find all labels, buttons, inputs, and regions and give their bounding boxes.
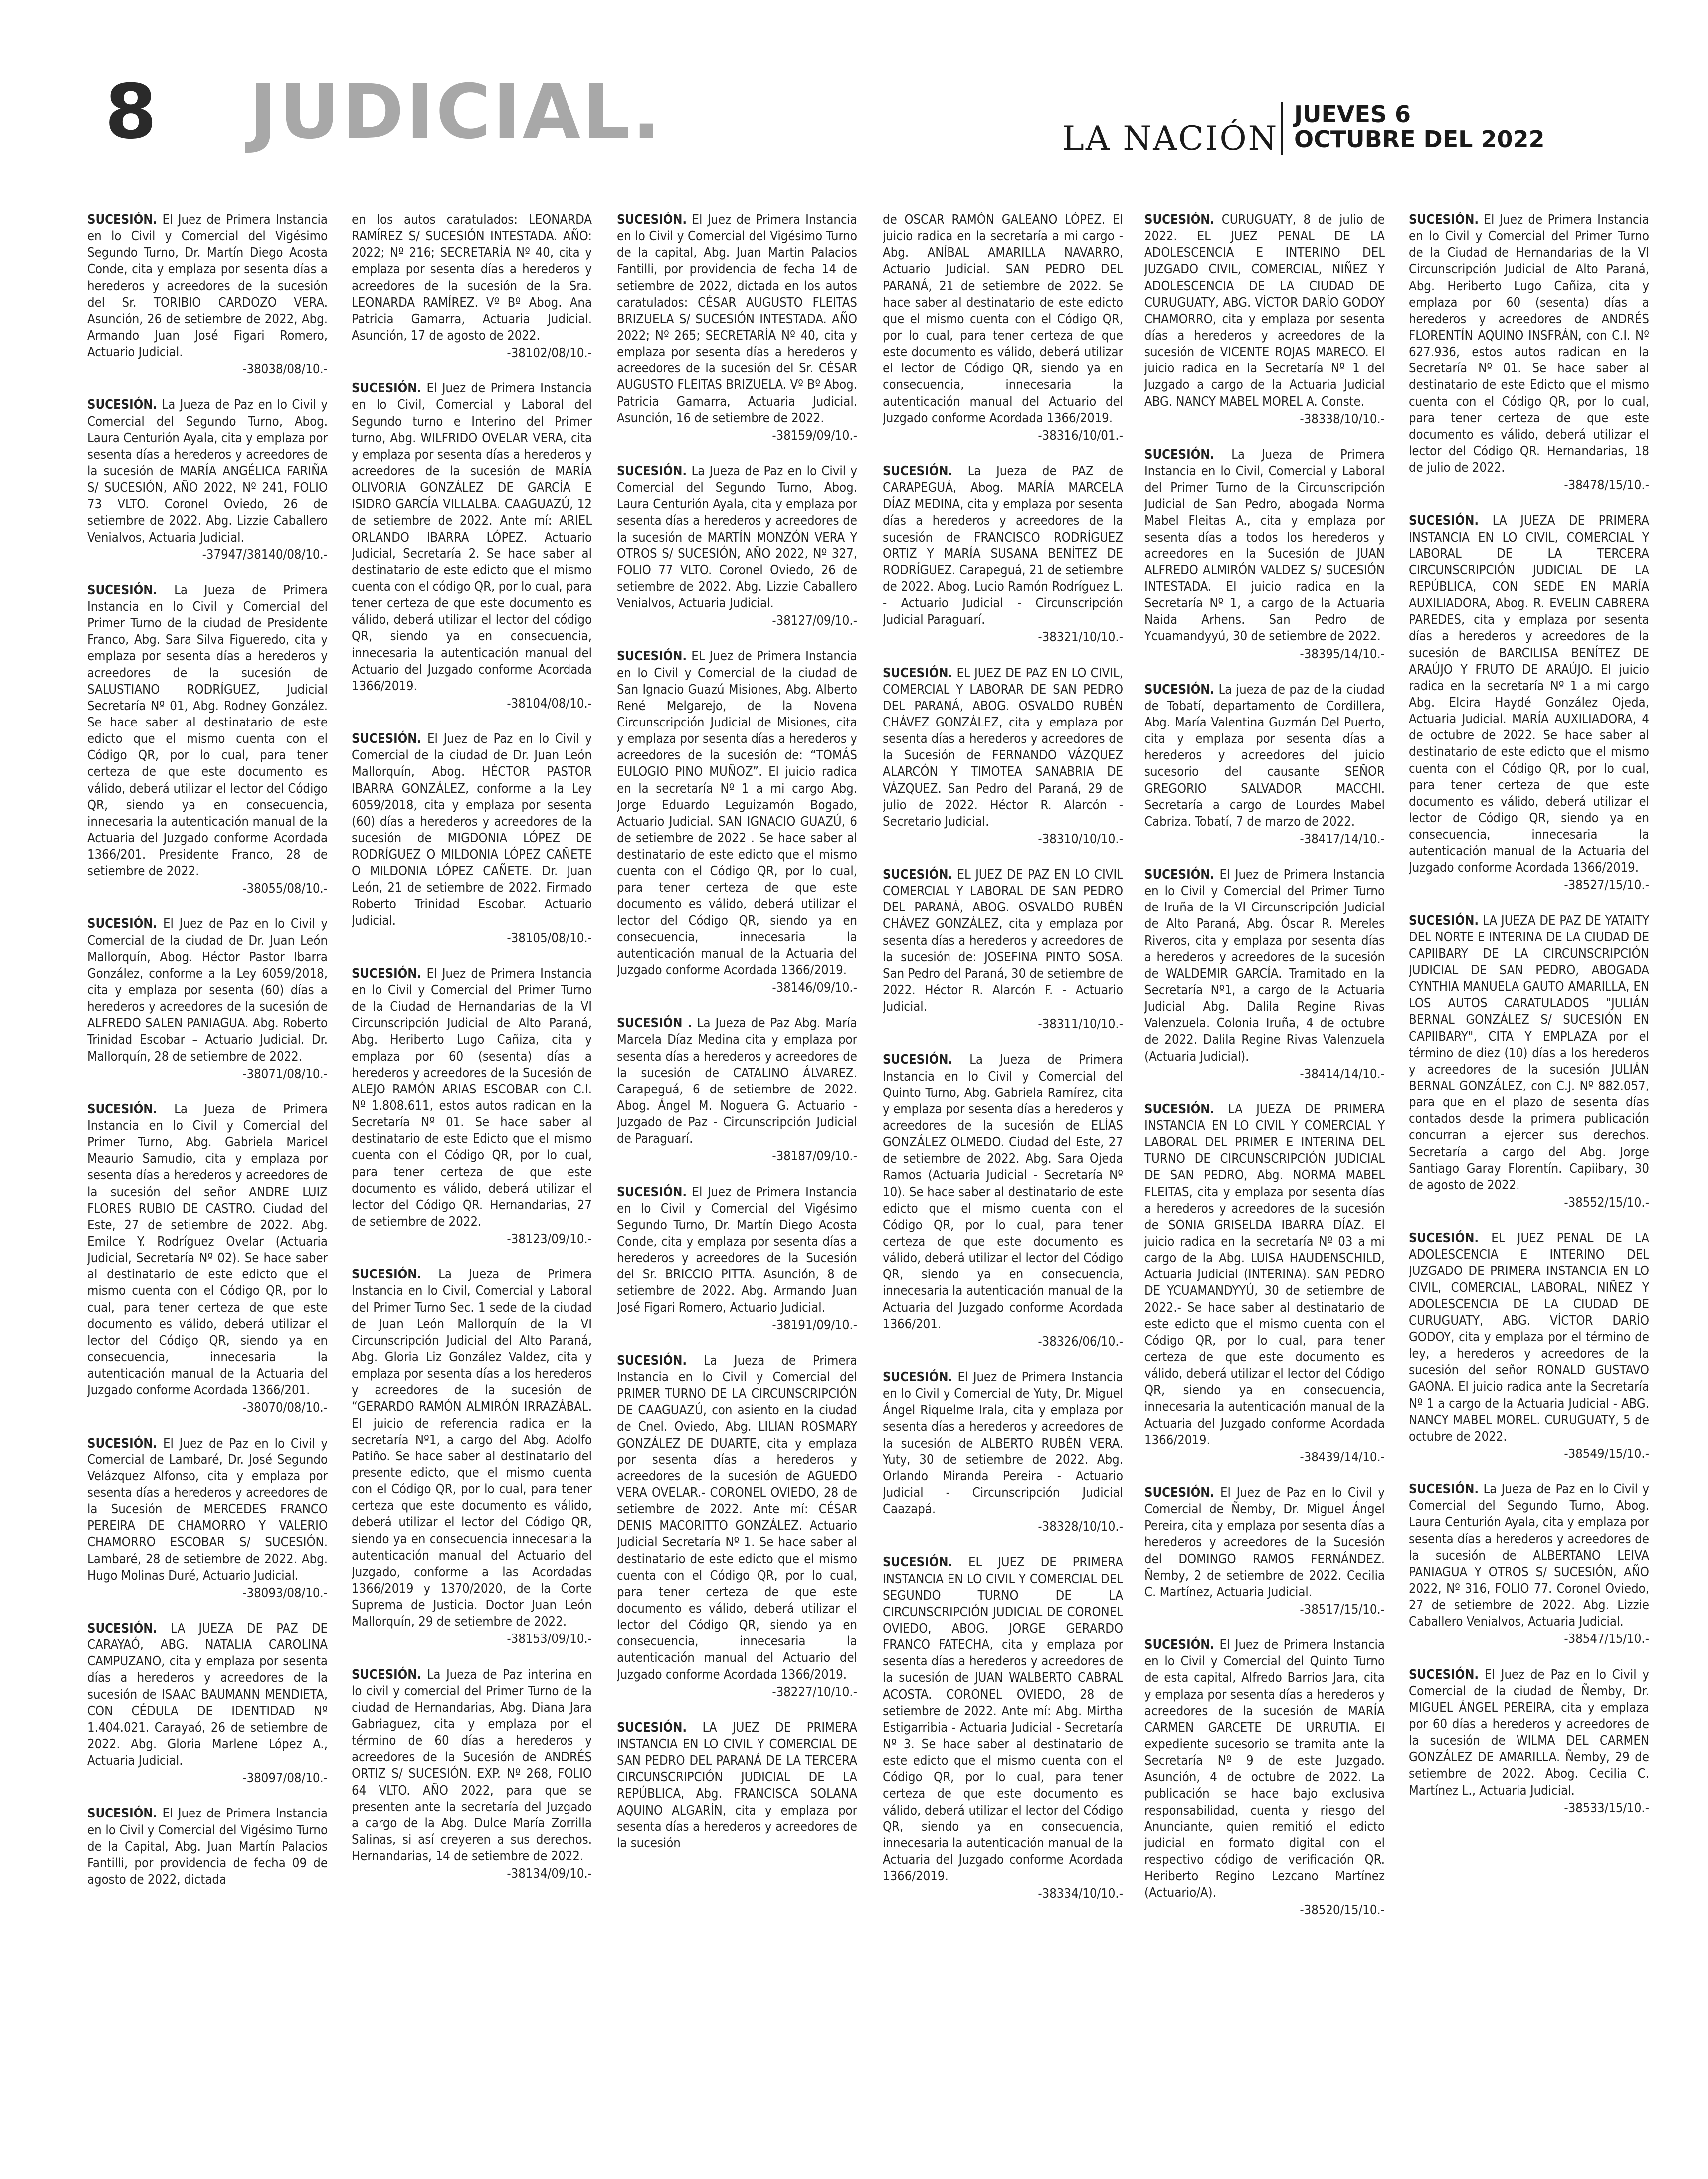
notice-body: EL JUEZ DE PRIMERA INSTANCIA EN LO CIVIL Y COMERCIAL DEL SEGUNDO TURNO DE LA CIRCUNSCRIPCIÓN JUDICIAL DE CORONEL OVIEDO, ABOG. JORGE GERARDO FRANCO FATECHA, cita y emplaza por sesenta días a herederos y acreedores de la sucesión de JUAN WALBERTO CABRAL ACOSTA. CORONEL OVIEDO, 28 de setiembre de 2022. Ante mí: Abg. Mirtha Estigarribia - Actuaria Judicial - Secretaría Nº 3. Se hace saber al destinatario de este edicto que el mismo cuenta con el Código QR, por lo cual, para tener certeza de que este documento es válido, deberá utilizar el lector del Código QR, siendo ya en consecuencia, innecesaria la autenticación manual de la Actuaria del Juzgado conforme Acordada 1366/2019. <box>883 1555 1123 1884</box>
notice-reference: -38146/09/10.- <box>772 980 857 996</box>
notice-lead: SUCESIÓN. <box>617 212 687 227</box>
legal-notice <box>352 1267 592 1647</box>
legal-notice <box>883 1369 1123 1535</box>
notice-lead: SUCESIÓN. <box>617 463 687 479</box>
notice-body: El Juez de Primera Instancia en lo Civil y Comercial del Quinto Turno de esta capital, Alfredo Barrios Jara, cita y emplaza por sesenta días a herederos y acreedores de la sucesión de MARÍA CARMEN GARCETE DE URRUTIA. El expediente sucesorio se tramita ante la Secretaría Nº 9 de este Juzgado. Asunción, 4 de octubre de 2022. La publicación se hace bajo exclusiva responsabilidad, cuenta y riesgo del Anunciante, quien remitió el edicto judicial en formato digital con el respectivo código de verificación QR. Heriberto Regino Lezcano Martínez (Actuario/A). <box>1144 1637 1385 1901</box>
notice-reference: -38439/14/10.- <box>1300 1450 1385 1465</box>
notice-body: LA JUEZA DE PAZ DE YATAITY DEL NORTE E INTERINA DE LA CIUDAD DE CAPIIBARY DE LA CIRCUNSCRIPCIÓN JUDICIAL DE SAN PEDRO, ABOGADA CYNTHIA MANUELA GAUTO AMARILLA, EN LOS AUTOS CARATULADOS "JULIÁN BERNAL GONZÁLEZ S/ SUCESIÓN EN CAPIIBARY", CITA Y EMPLAZA por el término de diez (10) días a los herederos y acreedores de la sucesión JULIÁN BERNAL GONZÁLEZ, con C.J. Nº 882.057, para que en el plazo de sesenta días contados desde la primera publicación concurran a ejercer sus derechos. Secretaría a cargo del Abg. Jorge Santiago Garay Florentín. Capiibary, 30 de agosto de 2022. <box>1409 913 1649 1193</box>
notice-body: LA JUEZA DE PAZ DE CARAYAÓ, ABG. NATALIA CAROLINA CAMPUZANO, cita y emplaza por sesenta días a herederos y acreedores de la sucesión de ISAAC BAUMANN MENDIETA, CON CÉDULA DE IDENTIDAD Nº 1.404.021. Carayaó, 26 de setiembre de 2022. Abg. Gloria Marlene López A., Actuaria Judicial. <box>87 1621 328 1769</box>
notice-lead: SUCESIÓN. <box>617 1353 687 1368</box>
notice-reference: -38134/09/10.- <box>507 1866 592 1882</box>
legal-notice <box>1144 212 1385 428</box>
notice-body: El Juez de Primera Instancia en lo Civil, Comercial y Laboral del Segundo turno e Interino del Primer turno, Abg. WILFRIDO OVELAR VERA, cita y emplaza por sesenta días a herederos y acreedores de la sucesión de MARÍA OLIVORIA GONZÁLEZ DE GARCÍA E ISIDRO GARCÍA VILLALBA. CAAGUAZÚ, 12 de setiembre de 2022. Ante mí: ARIEL ORLANDO IBARRA LÓPEZ. Actuario Judicial, Secretaría 2. Se hace saber al destinatario de este edicto que el mismo cuenta con el código QR, por lo cual, para tener certeza de que este documento es válido, deberá utilizar el lector del código QR, siendo ya en consecuencia, innecesaria la autenticación manual del Actuario del Juzgado conforme Acordada 1366/2019. <box>352 381 592 694</box>
notice-reference: -38334/10/10.- <box>1038 1886 1123 1902</box>
legal-notice <box>883 1052 1123 1350</box>
legal-notice <box>883 665 1123 848</box>
notice-body: La Jueza de Primera Instancia en lo Civil, Comercial y Laboral del Primer Turno Sec. 1 sede de la ciudad de Juan León Mallorquín de la VI Circunscripción Judicial del Alto Paraná, Abg. Gloria Liz González Valdez, cita y emplaza por sesenta días a los herederos y acreedores de la sucesión de “GERARDO RAMÓN ALMIRÓN IRRAZÁBAL. El juicio de referencia radica en la secretaría Nº1, a cargo del Abg. Adolfo Patiño. Se hace saber al destinatario del presente edicto, que el mismo cuenta con el Código QR, por lo cual, para tener certeza que este documento es válido, deberá utilizar el lector del Código QR, siendo ya en consecuencia innecesaria la autenticación manual del Actuario del Juzgado, conforme a las Acordadas 1366/2019 y 1370/2020, de la Corte Suprema de Justicia. Doctor Juan León Mallorquín, 29 de setiembre de 2022. <box>352 1267 592 1630</box>
newspaper-logo: LA NACIÓN <box>1062 119 1279 158</box>
issue-date-month: OCTUBRE DEL 2022 <box>1294 125 1545 153</box>
notice-reference: -38395/14/10.- <box>1300 646 1385 662</box>
notice-lead: SUCESIÓN. <box>87 1436 158 1451</box>
notice-lead: SUCESIÓN. <box>87 397 158 413</box>
notice-body: de OSCAR RAMÓN GALEANO LÓPEZ. El juicio radica en la secretaría a mi cargo - Abg. ANÍBAL AMARILLA NAVARRO, Actuario Judicial. SAN PEDRO DEL PARANÁ, 21 de setiembre de 2022. Se hace saber al destinatario de este edicto que el mismo cuenta con el Código QR, por lo cual, para tener certeza de que este documento es válido, deberá utilizar el lector de Código QR, siendo ya en consecuencia, innecesaria la autenticación manual del Actuario del Juzgado conforme Acordada 1366/2019. <box>883 212 1123 426</box>
notice-reference: -38478/15/10.- <box>1564 478 1649 493</box>
notice-lead: SUCESIÓN. <box>883 1052 953 1068</box>
legal-notice <box>87 212 328 378</box>
notice-reference: -38105/08/10.- <box>507 930 592 946</box>
notice-body: El Juez de Paz en lo Civil y Comercial de Ñemby, Dr. Miguel Ángel Pereira, cita y emplaza por sesenta días a herederos y acreedores de la Sucesión del DOMINGO RAMOS FERNÁNDEZ. Ñemby, 2 de setiembre de 2022. Cecilia C. Martínez, Actuaria Judicial. <box>1144 1485 1385 1600</box>
notice-reference: -38533/15/10.- <box>1564 1800 1649 1816</box>
column-5 <box>1144 212 1385 2167</box>
notice-body: La Jueza de Paz en lo Civil y Comercial del Segundo Turno, Abog. Laura Centurión Ayala, cita y emplaza por sesenta días a herederos y acreedores de la sucesión de ALBERTANO LEIVA PANIAGUA Y OTROS S/ SUCESIÓN, AÑO 2022, Nº 316, FOLIO 77. Coronel Oviedo, 27 de setiembre de 2022. Abg. Lizzie Caballero Venialvos, Actuaria Judicial. <box>1409 1482 1649 1630</box>
notice-lead: SUCESIÓN. <box>883 1555 953 1570</box>
notice-body: LA JUEZ DE PRIMERA INSTANCIA EN LO CIVIL Y COMERCIAL DE SAN PEDRO DEL PARANÁ DE LA TERCERA CIRCUNSCRIPCIÓN JUDICIAL DE LA REPÚBLICA, Abg. FRANCISCA SOLANA AQUINO ALGARÍN, cita y emplaza por sesenta días a herederos y acreedores de la sucesión <box>617 1720 857 1851</box>
legal-notice <box>617 212 857 444</box>
notice-body: EL JUEZ PENAL DE LA ADOLESCENCIA E INTERINO DEL JUZGADO DE PRIMERA INSTANCIA EN LO CIVIL, COMERCIAL, LABORAL, NIÑEZ Y ADOLESCENCIA DE LA CIUDAD DE CURUGUATY, ABG. VÍCTOR DARÍO GODOY, cita y emplaza por el término de ley, a herederos y acreedores de la sucesión del señor RONALD GUSTAVO GAONA. El juicio radica ante la Secretaría Nº 1 a cargo de la Actuaria Judicial - ABG. NANCY MABEL MOREL. CURUGUATY, 5 de octubre de 2022. <box>1409 1231 1649 1444</box>
notice-lead: SUCESIÓN. <box>883 463 953 479</box>
notice-body: CURUGUATY, 8 de julio de 2022. EL JUEZ PENAL DE LA ADOLESCENCIA E INTERINO DEL JUZGADO CIVIL, COMERCIAL, NIÑEZ Y ADOLESCENCIA DE LA CIUDAD DE CURUGUATY, ABG. VÍCTOR DARÍO GODOY CHAMORRO, cita y emplaza por sesenta días a herederos y acreedores de la sucesión de VICENTE ROJAS MARECO. El juicio radica en la Secretaría Nº 1 del Juzgado a cargo de la Actuaria Judicial ABG. NANCY MABEL MOREL A. Conste. <box>1144 212 1385 409</box>
legal-notice <box>1409 1230 1649 1462</box>
issue-date <box>1294 102 1544 152</box>
notice-reference: -38102/08/10.- <box>507 346 592 361</box>
notice-lead: SUCESIÓN. <box>1144 682 1215 697</box>
legal-notice <box>1409 1667 1649 1816</box>
notice-body: El Juez de Primera Instancia en lo Civil y Comercial del Vigésimo Segundo Turno, Dr. Martín Diego Acosta Conde, cita y emplaza por sesenta días a herederos y acreedores de la sucesión del Sr. TORIBIO CARDOZO VERA. Asunción, 26 de setiembre de 2022, Abg. Armando Juan José Figari Romero, Actuario Judicial. <box>87 212 328 360</box>
notice-body: El Juez de Paz en lo Civil y Comercial de la ciudad de Dr. Juan León Mallorquín, Abog. HÉCTOR PASTOR IBARRA GONZÁLEZ, conforme a la Ley 6059/2018, cita y emplaza por sesenta (60) días a herederos y acreedores de la sucesión de MIGDONIA LÓPEZ DE RODRÍGUEZ O MILDONIA LÓPEZ CAÑETE O MILDONIA LÓPEZ CAÑETE. Dr. Juan León, 21 de setiembre de 2022. Firmado Roberto Trinidad Escobar. Actuario Judicial. <box>352 731 592 928</box>
page-header <box>0 0 1708 199</box>
notices-columns <box>87 212 1648 2167</box>
notice-reference: -38104/08/10.- <box>507 696 592 711</box>
issue-date-weekday: JUEVES 6 <box>1294 101 1411 128</box>
notice-reference: -38547/15/10.- <box>1564 1632 1649 1647</box>
notice-body: El Juez de Primera Instancia en lo Civil y Comercial del Vigésimo Segundo Turno, Dr. Martín Diego Acosta Conde, cita y emplaza por sesenta días a herederos y acreedores de la Sucesión del Sr. BRICCIO PITTA. Asunción, 8 de setiembre de 2022. Abg. Armando Juan José Figari Romero, Actuario Judicial. <box>617 1184 857 1315</box>
notice-reference: -38517/15/10.- <box>1300 1602 1385 1617</box>
notice-lead: SUCESIÓN. <box>87 1101 158 1117</box>
notice-body: El Juez de Paz en lo Civil y Comercial de Lambaré, Dr. José Segundo Velázquez Alfonso, cita y emplaza por sesenta días a herederos y acreedores de la Sucesión de MERCEDES FRANCO PEREIRA DE CHAMORRO Y VALERIO CHAMORRO ESCOBAR S/ SUCESIÓN. Lambaré, 28 de setiembre de 2022. Abg. Hugo Molinas Duré, Actuario Judicial. <box>87 1436 328 1583</box>
legal-notice <box>883 212 1123 444</box>
notice-body: La Jueza de Paz en lo Civil y Comercial del Segundo Turno, Abog. Laura Centurión Ayala, cita y emplaza por sesenta días a herederos y acreedores de la sucesión de MARTÍN MONZÓN VERA Y OTROS S/ SUCESIÓN, AÑO 2022, Nº 327, FOLIO 77 VLTO. Coronel Oviedo, 26 de setiembre de 2022. Abg. Lizzie Caballero Venialvos, Actuaria Judicial. <box>617 463 857 611</box>
notice-reference: -38311/10/10.- <box>1038 1017 1123 1032</box>
notice-reference: -38055/08/10.- <box>242 881 328 897</box>
notice-lead: SUCESIÓN. <box>617 649 687 664</box>
notice-lead: SUCESIÓN. <box>1144 1101 1215 1117</box>
notice-reference: -38191/09/10.- <box>772 1317 857 1333</box>
notice-lead: SUCESIÓN. <box>1409 212 1479 227</box>
notice-body: LA JUEZA DE PRIMERA INSTANCIA EN LO CIVIL Y COMERCIAL Y LABORAL DEL PRIMER E INTERINA DEL TURNO DE CIRCUNSCRIPCIÓN JUDICIAL DE SAN PEDRO, Abg. NORMA MABEL FLEITAS, cita y emplaza por sesenta días a herederos y acreedores de la sucesión de SONIA GRISELDA IBARRA DÍAZ. El juicio radica en la secretaría Nº 03 a mi cargo de la Abg. LUISA HAUDENSCHILD, Actuaria Judicial (INTERINA). SAN PEDRO DE YCUAMANDYYÚ, 30 de setiembre de 2022.- Se hace saber al destinatario de este edicto que el mismo cuenta con el Código QR, por lo cual, para tener certeza de que este documento es válido, deberá utilizar el lector del Código QR, siendo ya en consecuencia, innecesaria la autenticación manual de la Actuaria del Juzgado conforme Acordada 1366/2019. <box>1144 1101 1385 1448</box>
notice-reference: -38187/09/10.- <box>772 1149 857 1164</box>
notice-lead: SUCESIÓN. <box>617 1184 687 1200</box>
notice-body: EL JUEZ DE PAZ EN LO CIVIL, COMERCIAL Y LABORAR DE SAN PEDRO DEL PARANÁ, ABOG. OSVALDO RUBÉN CHÁVEZ GONZÁLEZ, cita y emplaza por sesenta días a herederos y acreedores de la Sucesión de FERNANDO VÁZQUEZ ALARCÓN Y TIMOTEA SANABRIA DE VÁZQUEZ. San Pedro del Paraná, 29 de julio de 2022. Héctor R. Alarcón - Secretario Judicial. <box>883 665 1123 829</box>
legal-notice <box>617 1720 857 1852</box>
legal-notice <box>352 380 592 712</box>
legal-notice <box>87 1101 328 1417</box>
notice-lead: SUCESIÓN. <box>1409 913 1479 928</box>
notice-reference: -38326/06/10.- <box>1038 1334 1123 1349</box>
notice-lead: SUCESIÓN. <box>883 665 953 681</box>
notice-lead: SUCESIÓN. <box>883 867 953 883</box>
notice-lead: SUCESIÓN. <box>352 731 422 747</box>
legal-notice <box>1144 867 1385 1083</box>
notice-reference: -38093/08/10.- <box>242 1585 328 1601</box>
notice-body: El Juez de Primera Instancia en lo Civil y Comercial de Yuty, Dr. Miguel Ángel Riquelme Irala, cita y emplaza por sesenta días a herederos y acreedores de la sucesión de ALBERTO RUBÉN VERA. Yuty, 30 de setiembre de 2022. Abg. Orlando Miranda Pereira - Actuario Judicial - Circunscripción Judicial Caazapá. <box>883 1370 1123 1517</box>
notice-body: El Juez de Primera Instancia en lo Civil y Comercial del Primer Turno de la Ciudad de Hernandarias de la VI Circunscripción Judicial de Alto Paraná, Abg. Heriberto Lugo Cañiza, cita y emplaza por 60 (sesenta) días a herederos y acreedores de la Sucesión de ALEJO RAMÓN ARIAS ESCOBAR con C.I. Nº 1.808.611, estos autos radican en la Secretaría Nº 01. Se hace saber al destinatario de este Edicto que el mismo cuenta con el Código QR, por lo cual, para tener certeza de que este documento es válido, deberá utilizar el lector del Código QR. Hernandarias, 27 de setiembre de 2022. <box>352 966 592 1230</box>
notice-lead: SUCESIÓN. <box>1144 867 1215 883</box>
notice-lead: SUCESIÓN. <box>617 1720 687 1735</box>
notice-lead: SUCESIÓN. <box>352 381 422 396</box>
legal-notice <box>617 648 857 996</box>
notice-lead: SUCESIÓN. <box>352 1667 422 1682</box>
notice-reference: -38097/08/10.- <box>242 1771 328 1786</box>
notice-body: La jueza de paz de la ciudad de Tobatí, departamento de Cordillera, Abg. María Valentina Guzmán Del Puerto, cita y emplaza por sesenta días a herederos y acreedores del juicio sucesorio del causante SEÑOR GREGORIO SALVADOR MACCHI. Secretaría a cargo de Lourdes Mabel Cabriza. Tobatí, 7 de marzo de 2022. <box>1144 682 1385 829</box>
legal-notice <box>352 1667 592 1883</box>
notice-reference: -38310/10/10.- <box>1038 831 1123 847</box>
notice-lead: SUCESIÓN. <box>352 966 422 981</box>
notice-reference: -38071/08/10.- <box>242 1066 328 1082</box>
legal-notice <box>87 1621 328 1787</box>
legal-notice <box>617 1015 857 1165</box>
notice-lead: SUCESIÓN. <box>352 1267 422 1282</box>
notice-reference: -38123/09/10.- <box>507 1232 592 1247</box>
notice-body: El Juez de Primera Instancia en lo Civil y Comercial del Primer Turno de Iruña de la VI Circunscripción Judicial de Alto Paraná, Abg. Óscar R. Mereles Riveros, cita y emplaza por sesenta días a herederos y acreedores de la sucesión de WALDEMIR GARCÍA. Tramitado en la Secretaría Nº1, a cargo de la Actuaria Judicial Abg. Dalila Regine Rivas Valenzuela. Colonia Iruña, 4 de octubre de 2022. Dalila Regine Rivas Valenzuela (Actuaria Judicial). <box>1144 867 1385 1064</box>
notice-lead: SUCESIÓN. <box>1144 1485 1215 1500</box>
notice-lead: SUCESIÓN . <box>617 1016 692 1031</box>
column-3 <box>617 212 857 2167</box>
notice-body: La Jueza de Primera Instancia en lo Civil y Comercial del PRIMER TURNO DE LA CIRCUNSCRIPCIÓN DE CAAGUAZÚ, con asiento en la ciudad de Cnel. Oviedo, Abg. LILIAN ROSMARY GONZÁLEZ DE DUARTE, cita y emplaza por sesenta días a herederos y acreedores de la sucesión de AGUEDO VERA OVELAR.- CORONEL OVIEDO, 28 de setiembre de 2022. Ante mí: CÉSAR DENIS MACORITTO GONZÁLEZ. Actuario Judicial Secretaría Nº 1. Se hace saber al destinatario de este edicto que el mismo cuenta con el Código QR, por lo cual, para tener certeza de que este documento es válido, deberá utilizar el lector del Código QR, siendo ya en consecuencia, innecesaria la autenticación manual del Actuario del Juzgado conforme Acordada 1366/2019. <box>617 1353 857 1682</box>
notice-reference: -38527/15/10.- <box>1564 878 1649 893</box>
notice-reference: -37947/38140/08/10.- <box>202 547 328 562</box>
notice-lead: SUCESIÓN. <box>87 582 158 598</box>
notice-lead: SUCESIÓN. <box>1144 447 1215 462</box>
legal-notice <box>87 397 328 563</box>
notice-reference: -38414/14/10.- <box>1300 1066 1385 1082</box>
notice-body: LA JUEZA DE PRIMERA INSTANCIA EN LO CIVIL, COMERCIAL Y LABORAL DE LA TERCERA CIRCUNSCRIPCIÓN JUDICIAL DE LA REPÚBLICA, CON SEDE EN MARÍA AUXILIADORA, Abog. R. EVELIN CABRERA PAREDES, cita y emplaza por sesenta días a herederos y acreedores de la sucesión de BARCILISA BENÍTEZ DE ARAÚJO Y FRUTO DE ARAÚJO. El juicio radica en la secretaría Nº 1 a mi cargo Abg. Elcira Haydé González Ojeda, Actuaria Judicial. MARÍA AUXILIADORA, 4 de octubre de 2022. Se hace saber al destinatario de este edicto que el mismo cuenta con el Código QR, por lo cual, para tener certeza de que este documento es válido, deberá utilizar el lector de Código QR, siendo ya en consecuencia, innecesaria la autenticación manual de la Actuaria del Juzgado conforme Acordada 1366/2019. <box>1409 513 1649 876</box>
notice-body: EL Juez de Primera Instancia en lo Civil y Comercial de la ciudad de San Ignacio Guazú Misiones, Abg. Alberto René Melgarejo, de la Novena Circunscripción Judicial de Misiones, cita y emplaza por sesenta días a herederos y acreedores de la sucesión de: “TOMÁS EULOGIO PINO MUÑOZ”. El juicio radica en la secretaría Nº 1 a mi cargo Abg. Jorge Eduardo Leguizamón Bogado, Actuario Judicial. SAN IGNACIO GUAZÚ, 6 de setiembre de 2022 . Se hace saber al destinatario de este edicto que el mismo cuenta con el Código QR, por lo cual, para tener certeza de que este documento es válido, deberá utilizar el lector del Código QR, siendo ya en consecuencia, innecesaria la autenticación manual de la Actuaria del Juzgado conforme Acordada 1366/2019. <box>617 649 857 978</box>
column-4 <box>883 212 1123 2167</box>
legal-notice <box>1144 1637 1385 1919</box>
legal-notice <box>1409 1481 1649 1647</box>
notice-body: EL JUEZ DE PAZ EN LO CIVIL COMERCIAL Y LABORAL DE SAN PEDRO DEL PARANÁ, ABOG. OSVALDO RUBÉN CHÁVEZ GONZÁLEZ, cita y emplaza por sesenta días a herederos y acreedores de la sucesión de: JOSEFINA PINTO SOSA. San Pedro del Paraná, 30 de setiembre de 2022. Héctor R. Alarcón F. - Actuario Judicial. <box>883 867 1123 1015</box>
legal-notice <box>883 867 1123 1033</box>
notice-body: La Jueza de Paz Abg. María Marcela Díaz Medina cita y emplaza por sesenta días a herederos y acreedores de la sucesión de CATALINO ÁLVAREZ. Carapeguá, 6 de setiembre de 2022. Abog. Ángel M. Noguera G. Actuario - Juzgado de Paz - Circunscripción Judicial de Paraguarí. <box>617 1016 857 1147</box>
legal-notice <box>1409 913 1649 1212</box>
notice-lead: SUCESIÓN. <box>87 1621 158 1636</box>
notice-body: La Jueza de Paz interina en lo civil y comercial del Primer Turno de la ciudad de Hernandarias, Abg. Diana Jara Gabriaguez, cita y emplaza por el término de 60 días a herederos y acreedores de la Sucesión de ANDRÉS ORTIZ S/ SUCESIÓN. EXP. Nº 268, FOLIO 64 VLTO. AÑO 2022, para que se presenten ante la secretaría del Juzgado a cargo de la Abg. Dulce María Zorrilla Salinas, si así creyeren a sus derechos. Hernandarias, 14 de setiembre de 2022. <box>352 1667 592 1864</box>
legal-notice <box>352 731 592 947</box>
notice-lead: SUCESIÓN. <box>1409 513 1479 529</box>
notice-body: El Juez de Primera Instancia en lo Civil y Comercial del Vigésimo Turno de la Capital, Abg. Juan Martín Palacios Fantilli, por providencia de fecha 09 de agosto de 2022, dictada <box>87 1806 328 1887</box>
notice-lead: SUCESIÓN. <box>1409 1667 1479 1682</box>
notice-body: El Juez de Primera Instancia en lo Civil y Comercial del Primer Turno de la Ciudad de Hernandarias de la VI Circunscripción Judicial de Alto Paraná, Abg. Heriberto Lugo Cañiza, cita y emplaza por 60 (sesenta) días a herederos y acreedores de ANDRÉS FLORENTÍN AQUINO INSFRÁN, con C.I. Nº 627.936, estos autos radican en la Secretaría Nº 01. Se hace saber al destinatario de este Edicto que el mismo cuenta con el Código QR, por lo cual, para tener certeza de que este documento es válido, deberá utilizar el lector del Código QR. Hernandarias, 18 de julio de 2022. <box>1409 212 1649 476</box>
column-1 <box>87 212 328 2167</box>
legal-notice <box>617 1184 857 1334</box>
notice-body: El Juez de Paz en lo Civil y Comercial de la ciudad de Dr. Juan León Mallorquín, Abog. Héctor Pastor Ibarra González, conforme a la Ley 6059/2018, cita y emplaza por sesenta (60) días a herederos y acreedores de la sucesión de ALFREDO SALEN PANIAGUA. Abg. Roberto Trinidad Escobar – Actuario Judicial. Dr. Mallorquín, 28 de setiembre de 2022. <box>87 916 328 1064</box>
notice-lead: SUCESIÓN. <box>87 1806 158 1821</box>
notice-reference: -38520/15/10.- <box>1300 1903 1385 1918</box>
notice-reference: -38321/10/10.- <box>1038 630 1123 645</box>
legal-notice <box>1409 513 1649 894</box>
legal-notice <box>87 916 328 1082</box>
column-6 <box>1409 212 1649 2167</box>
notice-reference: -38070/08/10.- <box>242 1400 328 1416</box>
notice-lead: SUCESIÓN. <box>1144 212 1215 227</box>
legal-notice <box>1144 447 1385 663</box>
notice-reference: -38038/08/10.- <box>242 362 328 377</box>
notice-lead: SUCESIÓN. <box>1144 1637 1215 1653</box>
notice-reference: -38227/10/10.- <box>772 1684 857 1700</box>
notice-lead: SUCESIÓN. <box>883 1370 953 1385</box>
legal-notice <box>1144 1485 1385 1618</box>
legal-notice <box>87 1806 328 1888</box>
notice-reference: -38552/15/10.- <box>1564 1195 1649 1211</box>
notice-reference: -38338/10/10.- <box>1300 411 1385 427</box>
legal-notice <box>617 463 857 629</box>
notice-reference: -38549/15/10.- <box>1564 1446 1649 1461</box>
notice-reference: -38328/10/10.- <box>1038 1519 1123 1535</box>
legal-notice <box>352 212 592 362</box>
legal-notice <box>352 966 592 1248</box>
notice-reference: -38153/09/10.- <box>507 1632 592 1647</box>
notice-reference: -38316/10/01.- <box>1038 428 1123 443</box>
legal-notice <box>1144 1101 1385 1466</box>
notice-body: La Jueza de Paz en lo Civil y Comercial del Segundo Turno, Abog. Laura Centurión Ayala, cita y emplaza por sesenta días a herederos y acreedores de la sucesión de MARÍA ANGÉLICA FARIÑA S/ SUCESIÓN, AÑO 2022, Nº 241, FOLIO 73 VLTO. Coronel Oviedo, 26 de setiembre de 2022. Abg. Lizzie Caballero Venialvos, Actuaria Judicial. <box>87 397 328 545</box>
column-2 <box>352 212 592 2167</box>
notice-body: La Jueza de Primera Instancia en lo Civil y Comercial del Quinto Turno, Abg. Gabriela Ramírez, cita y emplaza por sesenta días a herederos y acreedores de la sucesión de ELÍAS GONZÁLEZ OLMEDO. Ciudad del Este, 27 de setiembre de 2022. Abg. Sara Ojeda Ramos (Actuaria Judicial - Secretaría Nº 10). Se hace saber al destinatario de este edicto que el mismo cuenta con el Código QR, por lo cual, para tener certeza de que este documento es válido, deberá utilizar el lector del Código QR, siendo ya en consecuencia, innecesaria la autenticación manual de la Actuaria del Juzgado conforme Acordada 1366/201. <box>883 1052 1123 1332</box>
notice-body: La Jueza de Primera Instancia en lo Civil y Comercial del Primer Turno de la ciudad de Presidente Franco, Abg. Sara Silva Figueredo, cita y emplaza por sesenta días a herederos y acreedores de la sucesión de SALUSTIANO RODRÍGUEZ, Judicial Secretaría Nº 01, Abg. Rodney González. Se hace saber al destinatario de este edicto que el mismo cuenta con el Código QR, por lo cual, para tener certeza de que este documento es válido, deberá utilizar el lector del Código QR, siendo ya en consecuencia, innecesaria la autenticación manual de la Actuaria del Juzgado conforme Acordada 1366/201. Presidente Franco, 28 de setiembre de 2022. <box>87 582 328 879</box>
notice-reference: -38159/09/10.- <box>772 428 857 443</box>
header-divider <box>1281 102 1283 155</box>
notice-body: en los autos caratulados: LEONARDA RAMÍREZ S/ SUCESIÓN INTESTADA. AÑO: 2022; Nº 216; SECRETARÍA Nº 40, cita y emplaza por sesenta días a herederos y acreedores de la sucesión de la Sra. LEONARDA RAMÍREZ. Vº Bº Abog. Ana Patricia Gamarra, Actuaria Judicial. Asunción, 17 de agosto de 2022. <box>352 212 592 343</box>
page-number: 8 <box>105 69 155 156</box>
notice-reference: -38127/09/10.- <box>772 613 857 629</box>
notice-lead: SUCESIÓN. <box>1409 1231 1479 1246</box>
notice-reference: -38417/14/10.- <box>1300 831 1385 847</box>
legal-notice <box>883 1554 1123 1902</box>
legal-notice <box>617 1353 857 1701</box>
notice-body: La Jueza de Primera Instancia en lo Civil y Comercial del Primer Turno, Abg. Gabriela Maricel Meaurio Samudio, cita y emplaza por sesenta días a herederos y acreedores de la sucesión del señor ANDRE LUIZ FLORES RUBIO DE CASTRO. Ciudad del Este, 27 de setiembre de 2022. Abg. Emilce Y. Rodríguez Ovelar (Actuaria Judicial, Secretaría Nº 02). Se hace saber al destinatario de este edicto que el mismo cuenta con el Código QR, por lo cual, para tener certeza de que este documento es válido, deberá utilizar el lector del Código QR, siendo ya en consecuencia, innecesaria la autenticación manual de la Actuaria del Juzgado conforme Acordada 1366/201. <box>87 1101 328 1398</box>
legal-notice <box>1144 682 1385 848</box>
legal-notice <box>87 1436 328 1602</box>
notice-body: La Jueza de Primera Instancia en lo Civil, Comercial y Laboral del Primer Turno de la Circunscripción Judicial de San Pedro, abogada Norma Mabel Fleitas A., cita y emplaza por sesenta días a todos los herederos y acreedores en la Sucesión de JUAN ALFREDO ALMIRÓN VALDEZ S/ SUCESIÓN INTESTADA. El juicio radica en la Secretaría Nº 1, a cargo de la Actuaria Naida Arhens. San Pedro de Ycuamandyyú, 30 de setiembre de 2022. <box>1144 447 1385 644</box>
notice-lead: SUCESIÓN. <box>1409 1482 1479 1497</box>
section-title: JUDICIAL. <box>249 69 663 156</box>
notice-body: El Juez de Primera Instancia en lo Civil y Comercial del Vigésimo Turno de la capital, Abg. Juan Martin Palacios Fantilli, por providencia de fecha 14 de setiembre de 2022, dictada en los autos caratulados: CÉSAR AUGUSTO FLEITAS BRIZUELA S/ SUCESIÓN INTESTADA. AÑO 2022; Nº 265; SECRETARÍA Nº 40, cita y emplaza por sesenta días a herederos y acreedores de la sucesión del Sr. CÉSAR AUGUSTO FLEITAS BRIZUELA. Vº Bº Abog. Patricia Gamarra, Actuaria Judicial. Asunción, 16 de setiembre de 2022. <box>617 212 857 426</box>
legal-notice <box>1409 212 1649 494</box>
notice-body: La Jueza de PAZ de CARAPEGUÁ, Abog. MARÍA MARCELA DÍAZ MEDINA, cita y emplaza por sesenta días a herederos y acreedores de la sucesión de FRANCISCO RODRÍGUEZ ORTIZ Y MARÍA SUSANA BENÍTEZ DE RODRÍGUEZ. Carapeguá, 21 de setiembre de 2022. Abog. Lucio Ramón Rodríguez L. - Actuario Judicial - Circunscripción Judicial Paraguarí. <box>883 463 1123 628</box>
legal-notice <box>883 463 1123 646</box>
notice-lead: SUCESIÓN. <box>87 916 158 932</box>
notice-lead: SUCESIÓN. <box>87 212 158 227</box>
notice-body: El Juez de Paz en lo Civil y Comercial de la ciudad de Ñemby, Dr. MIGUEL ÁNGEL PEREIRA, cita y emplaza por 60 días a herederos y acreedores de la sucesión de WILMA DEL CARMEN GONZÁLEZ DE AMARILLA. Ñemby, 29 de setiembre de 2022. Abog. Cecilia C. Martínez L., Actuaria Judicial. <box>1409 1667 1649 1798</box>
legal-notice <box>87 582 328 898</box>
